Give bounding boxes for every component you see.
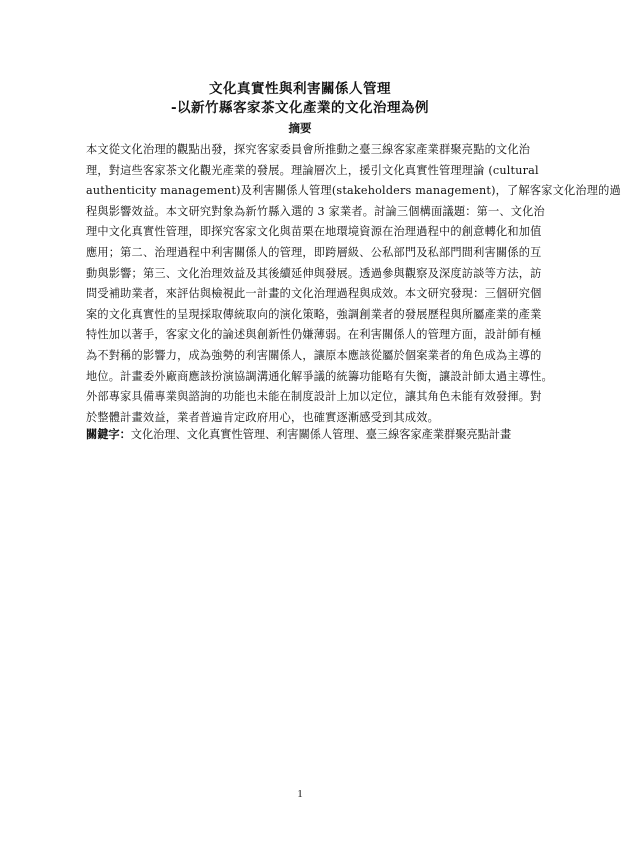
abstract-line: 問受補助業者，來評估與檢視此一計畫的文化治理過程與成效。本文研究發現：三個研究個 xyxy=(86,287,542,301)
abstract-line: 於整體計畫效益，業者普遍肯定政府用心，也確實逐漸感受到其成效。 xyxy=(86,410,440,424)
abstract-line: 地位。計畫委外廠商應該扮演協調溝通化解爭議的統籌功能略有失衡，讓設計師太過主導性。 xyxy=(86,369,553,383)
abstract-line: 理，對這些客家茶文化觀光產業的發展。理論層次上，援引文化真實性管理理論 (cultural xyxy=(86,163,539,177)
abstract-line: 為不對稱的影響力，成為強勢的利害關係人，讓原本應該從屬於個案業者的角色成為主導的 xyxy=(86,348,542,362)
paper-subtitle: -以新竹縣客家茶文化產業的文化治理為例 xyxy=(170,100,430,116)
abstract-line: 程與影響效益。本文研究對象為新竹縣入選的 3 家業者。討論三個構面議題：第一、文化治 xyxy=(86,204,545,218)
abstract-line: 案的文化真實性的呈現採取傳統取向的演化策略，強調創業者的發展歷程與所屬產業的產業 xyxy=(86,307,542,321)
abstract-heading: 摘要 xyxy=(288,121,312,135)
abstract-line: 動與影響；第三、文化治理效益及其後續延伸與發展。透過參與觀察及深度訪談等方法，訪 xyxy=(86,266,542,280)
title-block xyxy=(0,80,600,136)
keywords-line xyxy=(86,425,526,444)
keywords-text: 文化治理、文化真實性管理、利害關係人管理、臺三線客家產業群聚亮點計畫 xyxy=(130,428,512,441)
abstract-line: 應用；第二、治理過程中利害關係人的管理，即跨層級、公私部門及私部門間利害關係的互 xyxy=(86,245,542,259)
page-number: 1 xyxy=(297,788,303,800)
abstract-line: 外部專家具備專業與諮詢的功能也未能在制度設計上加以定位，讓其角色未能有效發揮。對 xyxy=(86,390,542,404)
paper-title: 文化真實性與利害關係人管理 xyxy=(209,81,391,97)
keywords-label: 關鍵字： xyxy=(86,427,131,441)
abstract-body xyxy=(86,140,621,428)
abstract-line: 特性加以著手，客家文化的論述與創新性仍嫌薄弱。在利害關係人的管理方面，設計師有極 xyxy=(86,328,542,342)
abstract-line: 本文從文化治理的觀點出發，探究客家委員會所推動之臺三線客家產業群聚亮點的文化治 xyxy=(86,143,531,156)
abstract-line: authenticity management)及利害關係人管理(stakeholders management)，了解客家文化治理的過 xyxy=(86,184,621,198)
abstract-line: 理中文化真實性管理，即探究客家文化與苗栗在地環境資源在治理過程中的創意轉化和加值 xyxy=(86,225,542,239)
